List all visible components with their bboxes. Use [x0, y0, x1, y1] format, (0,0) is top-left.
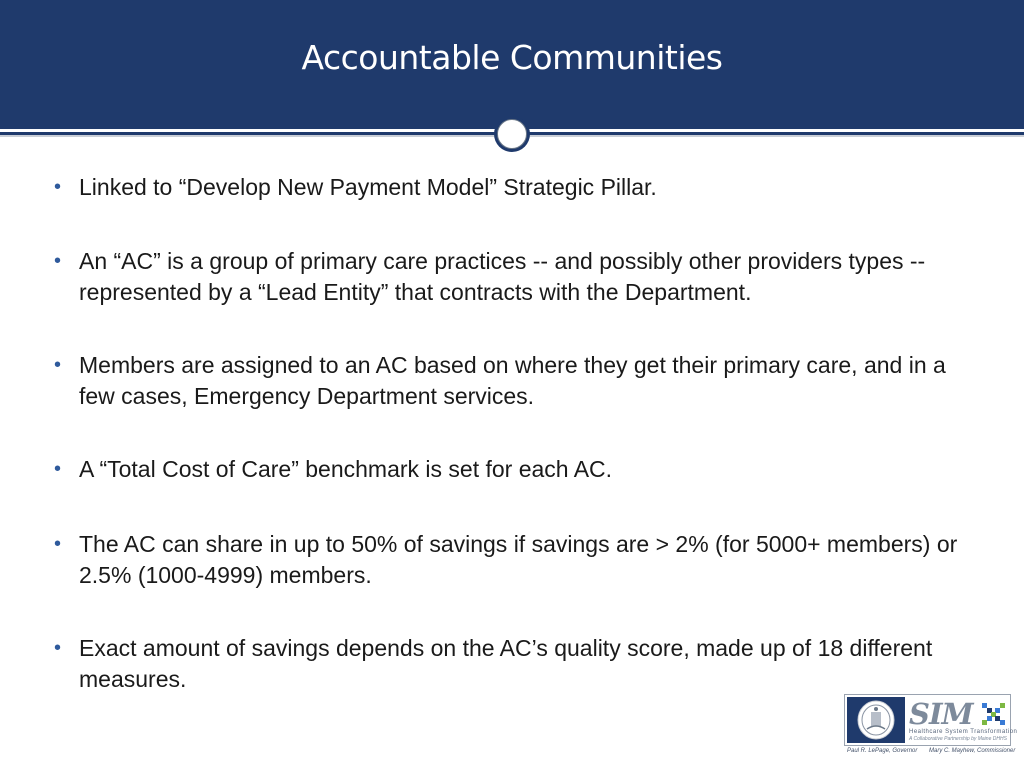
bullet-item: [54, 172, 964, 203]
bullet-text: A “Total Cost of Care” benchmark is set for each AC.: [79, 456, 613, 482]
sim-subtitle: Healthcare System Transformation: [909, 729, 1018, 735]
bullet-item: [54, 454, 964, 485]
bullet-text: Members are assigned to an AC based on where they get their primary care, and in a few cases, Emergency Department services.: [79, 352, 946, 409]
circle-ornament-inner-icon: [497, 119, 527, 149]
bullet-item: [54, 633, 964, 695]
title-banner: [0, 0, 1024, 129]
bullet-text: The AC can share in up to 50% of savings if savings are > 2% (for 5000+ members) or 2.5% (1000-4999) members.: [79, 531, 958, 588]
bullet-text: Exact amount of savings depends on the AC’s quality score, made up of 18 different measures.: [79, 635, 933, 692]
bullet-dot-icon: •: [54, 250, 62, 272]
bullet-item: [54, 350, 964, 412]
logo-frame: [844, 694, 1018, 746]
bullet-text: An “AC” is a group of primary care practices -- and possibly other providers types -- represented by a “Lead Entity” that contracts with the Department.: [79, 248, 926, 305]
bullet-dot-icon: •: [54, 458, 62, 480]
bullet-dot-icon: •: [54, 354, 62, 376]
sim-logo: [844, 694, 1018, 754]
bullet-text: Linked to “Develop New Payment Model” Strategic Pillar.: [79, 174, 657, 200]
sim-tagline: A Collaborative Partnership by Maine DHHS: [909, 736, 1007, 742]
bullet-dot-icon: •: [54, 176, 62, 198]
governor-credit: Paul R. LePage, Governor: [847, 748, 918, 754]
bullet-item: [54, 246, 964, 308]
mosaic-x-icon: [982, 703, 1006, 725]
commissioner-credit: Mary C. Mayhew, Commissioner: [929, 748, 1016, 754]
sim-wordmark: SIM: [909, 697, 973, 731]
bullet-dot-icon: •: [54, 637, 62, 659]
state-seal-icon: [856, 699, 896, 741]
bullet-dot-icon: •: [54, 533, 62, 555]
slide-title: Accountable Communities: [301, 38, 723, 77]
bullet-item: [54, 529, 964, 591]
